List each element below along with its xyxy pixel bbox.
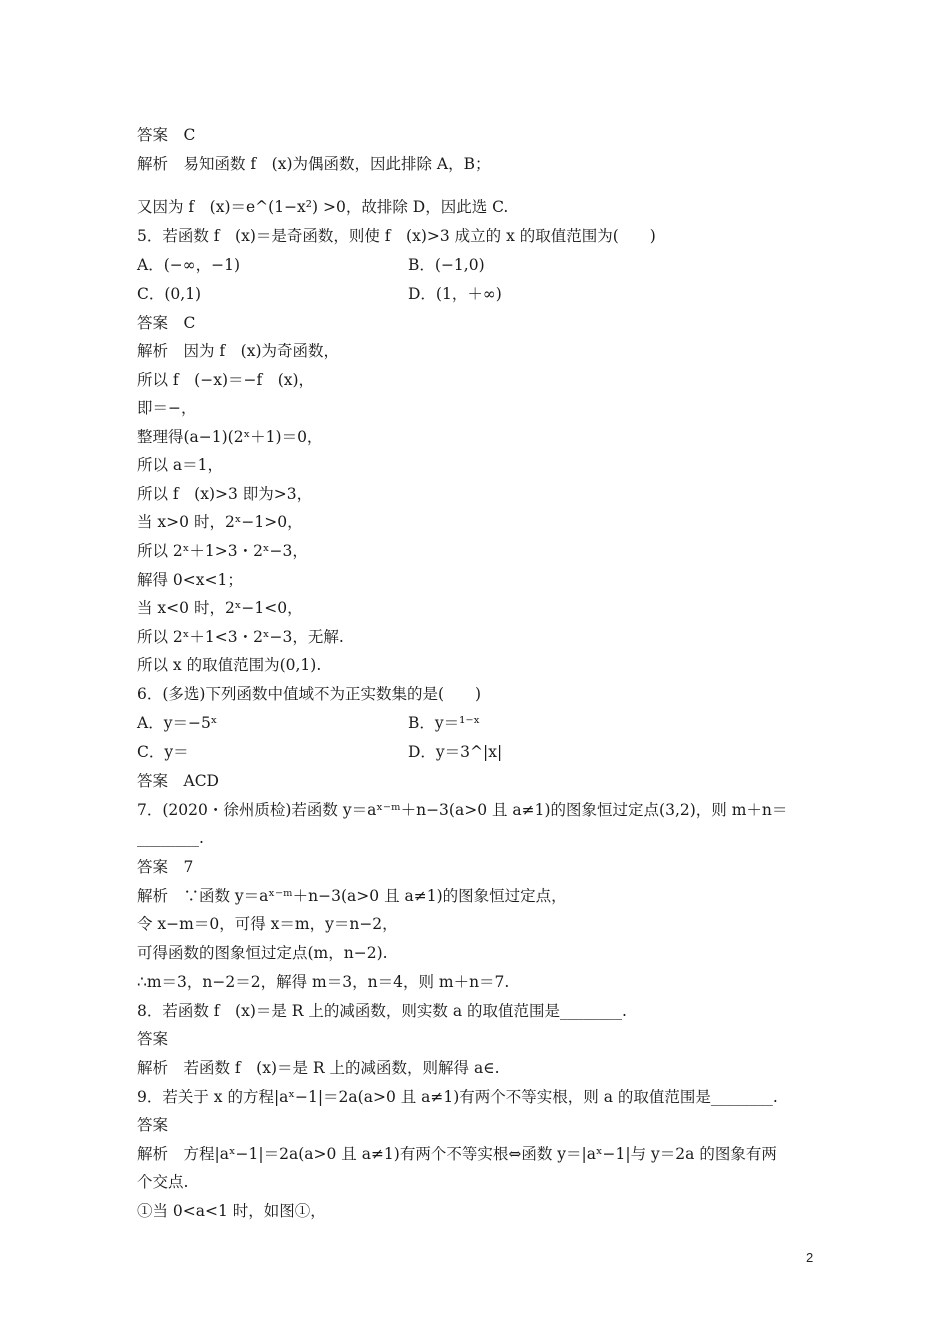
option-5a: A．(−∞，−1) bbox=[137, 256, 241, 274]
analysis-5-line: 所以 f (x)>3 即为>3， bbox=[137, 485, 313, 503]
option-6a: A．y＝−5ˣ bbox=[137, 714, 218, 732]
analysis-4: 解析 易知函数 f (x)为偶函数，因此排除 A，B； bbox=[137, 155, 491, 173]
answer-9: 答案 bbox=[137, 1116, 169, 1134]
option-6c: C．y＝ bbox=[137, 743, 189, 761]
analysis-5-line: 所以 2ˣ＋1<3・2ˣ−3，无解. bbox=[137, 628, 344, 646]
page-number: 2 bbox=[806, 1250, 814, 1265]
analysis-7-line: 令 x−m＝0，可得 x＝m，y＝n−2， bbox=[137, 915, 398, 933]
option-5c: C．(0,1) bbox=[137, 285, 202, 303]
answer-6: 答案 ACD bbox=[137, 772, 219, 790]
answer-4: 答案 C bbox=[137, 126, 196, 144]
answer-5: 答案 C bbox=[137, 314, 196, 332]
analysis-7-line: ∴m＝3，n−2＝2，解得 m＝3，n＝4，则 m＋n＝7. bbox=[137, 973, 510, 991]
question-5: 5．若函数 f (x)＝是奇函数，则使 f (x)>3 成立的 x 的取值范围为( ) bbox=[137, 227, 656, 245]
analysis-8: 解析 若函数 f (x)＝是 R 上的减函数，则解得 a∈. bbox=[137, 1059, 500, 1077]
analysis-5-line: 当 x>0 时，2ˣ−1>0， bbox=[137, 513, 303, 531]
option-6b: B．y＝¹⁻ˣ bbox=[408, 714, 481, 732]
analysis-5-line: 当 x<0 时，2ˣ−1<0， bbox=[137, 599, 303, 617]
question-9: 9．若关于 x 的方程|aˣ−1|＝2a(a>0 且 a≠1)有两个不等实根，则 a 的取值范围是________. bbox=[137, 1088, 778, 1106]
analysis-5-line: 所以 2ˣ＋1>3・2ˣ−3， bbox=[137, 542, 308, 560]
analysis-7: 解析 ∵函数 y＝aˣ⁻ᵐ＋n−3(a>0 且 a≠1)的图象恒过定点， bbox=[137, 887, 567, 905]
analysis-9-case-1: ①当 0<a<1 时，如图①， bbox=[137, 1202, 326, 1220]
analysis-5-line: 所以 f (−x)＝−f (x)， bbox=[137, 371, 315, 389]
option-5b: B．(−1,0) bbox=[408, 256, 485, 274]
answer-8: 答案 bbox=[137, 1030, 169, 1048]
analysis-5-line: 即＝−， bbox=[137, 399, 197, 417]
question-6: 6．(多选)下列函数中值域不为正实数集的是( ) bbox=[137, 685, 482, 703]
analysis-9: 解析 方程|aˣ−1|＝2a(a>0 且 a≠1)有两个不等实根⇔函数 y＝|aˣ−1|与 y＝2a 的图象有两 bbox=[137, 1145, 777, 1163]
option-5d: D．(1，＋∞) bbox=[408, 285, 502, 303]
question-7: 7．(2020・徐州质检)若函数 y＝aˣ⁻ᵐ＋n−3(a>0 且 a≠1)的图象恒过定点(3,2)，则 m＋n＝ bbox=[137, 801, 788, 819]
analysis-5-line: 解得 0<x<1； bbox=[137, 571, 243, 589]
analysis-5-line: 整理得(a−1)(2ˣ＋1)＝0， bbox=[137, 428, 323, 446]
question-7-blank: ________. bbox=[137, 829, 204, 847]
analysis-7-line: 可得函数的图象恒过定点(m，n−2). bbox=[137, 944, 388, 962]
analysis-5-line: 所以 a＝1， bbox=[137, 456, 224, 474]
analysis-9-line: 个交点. bbox=[137, 1173, 189, 1191]
analysis-5-conclusion: 所以 x 的取值范围为(0,1). bbox=[137, 656, 322, 674]
question-8: 8．若函数 f (x)＝是 R 上的减函数，则实数 a 的取值范围是________. bbox=[137, 1002, 627, 1020]
analysis-5: 解析 因为 f (x)为奇函数， bbox=[137, 342, 340, 360]
answer-7: 答案 7 bbox=[137, 858, 194, 876]
analysis-4-line-2: 又因为 f (x)＝e^(1−x²) >0，故排除 D，因此选 C. bbox=[137, 198, 509, 216]
option-6d: D．y＝3^|x| bbox=[408, 743, 503, 761]
